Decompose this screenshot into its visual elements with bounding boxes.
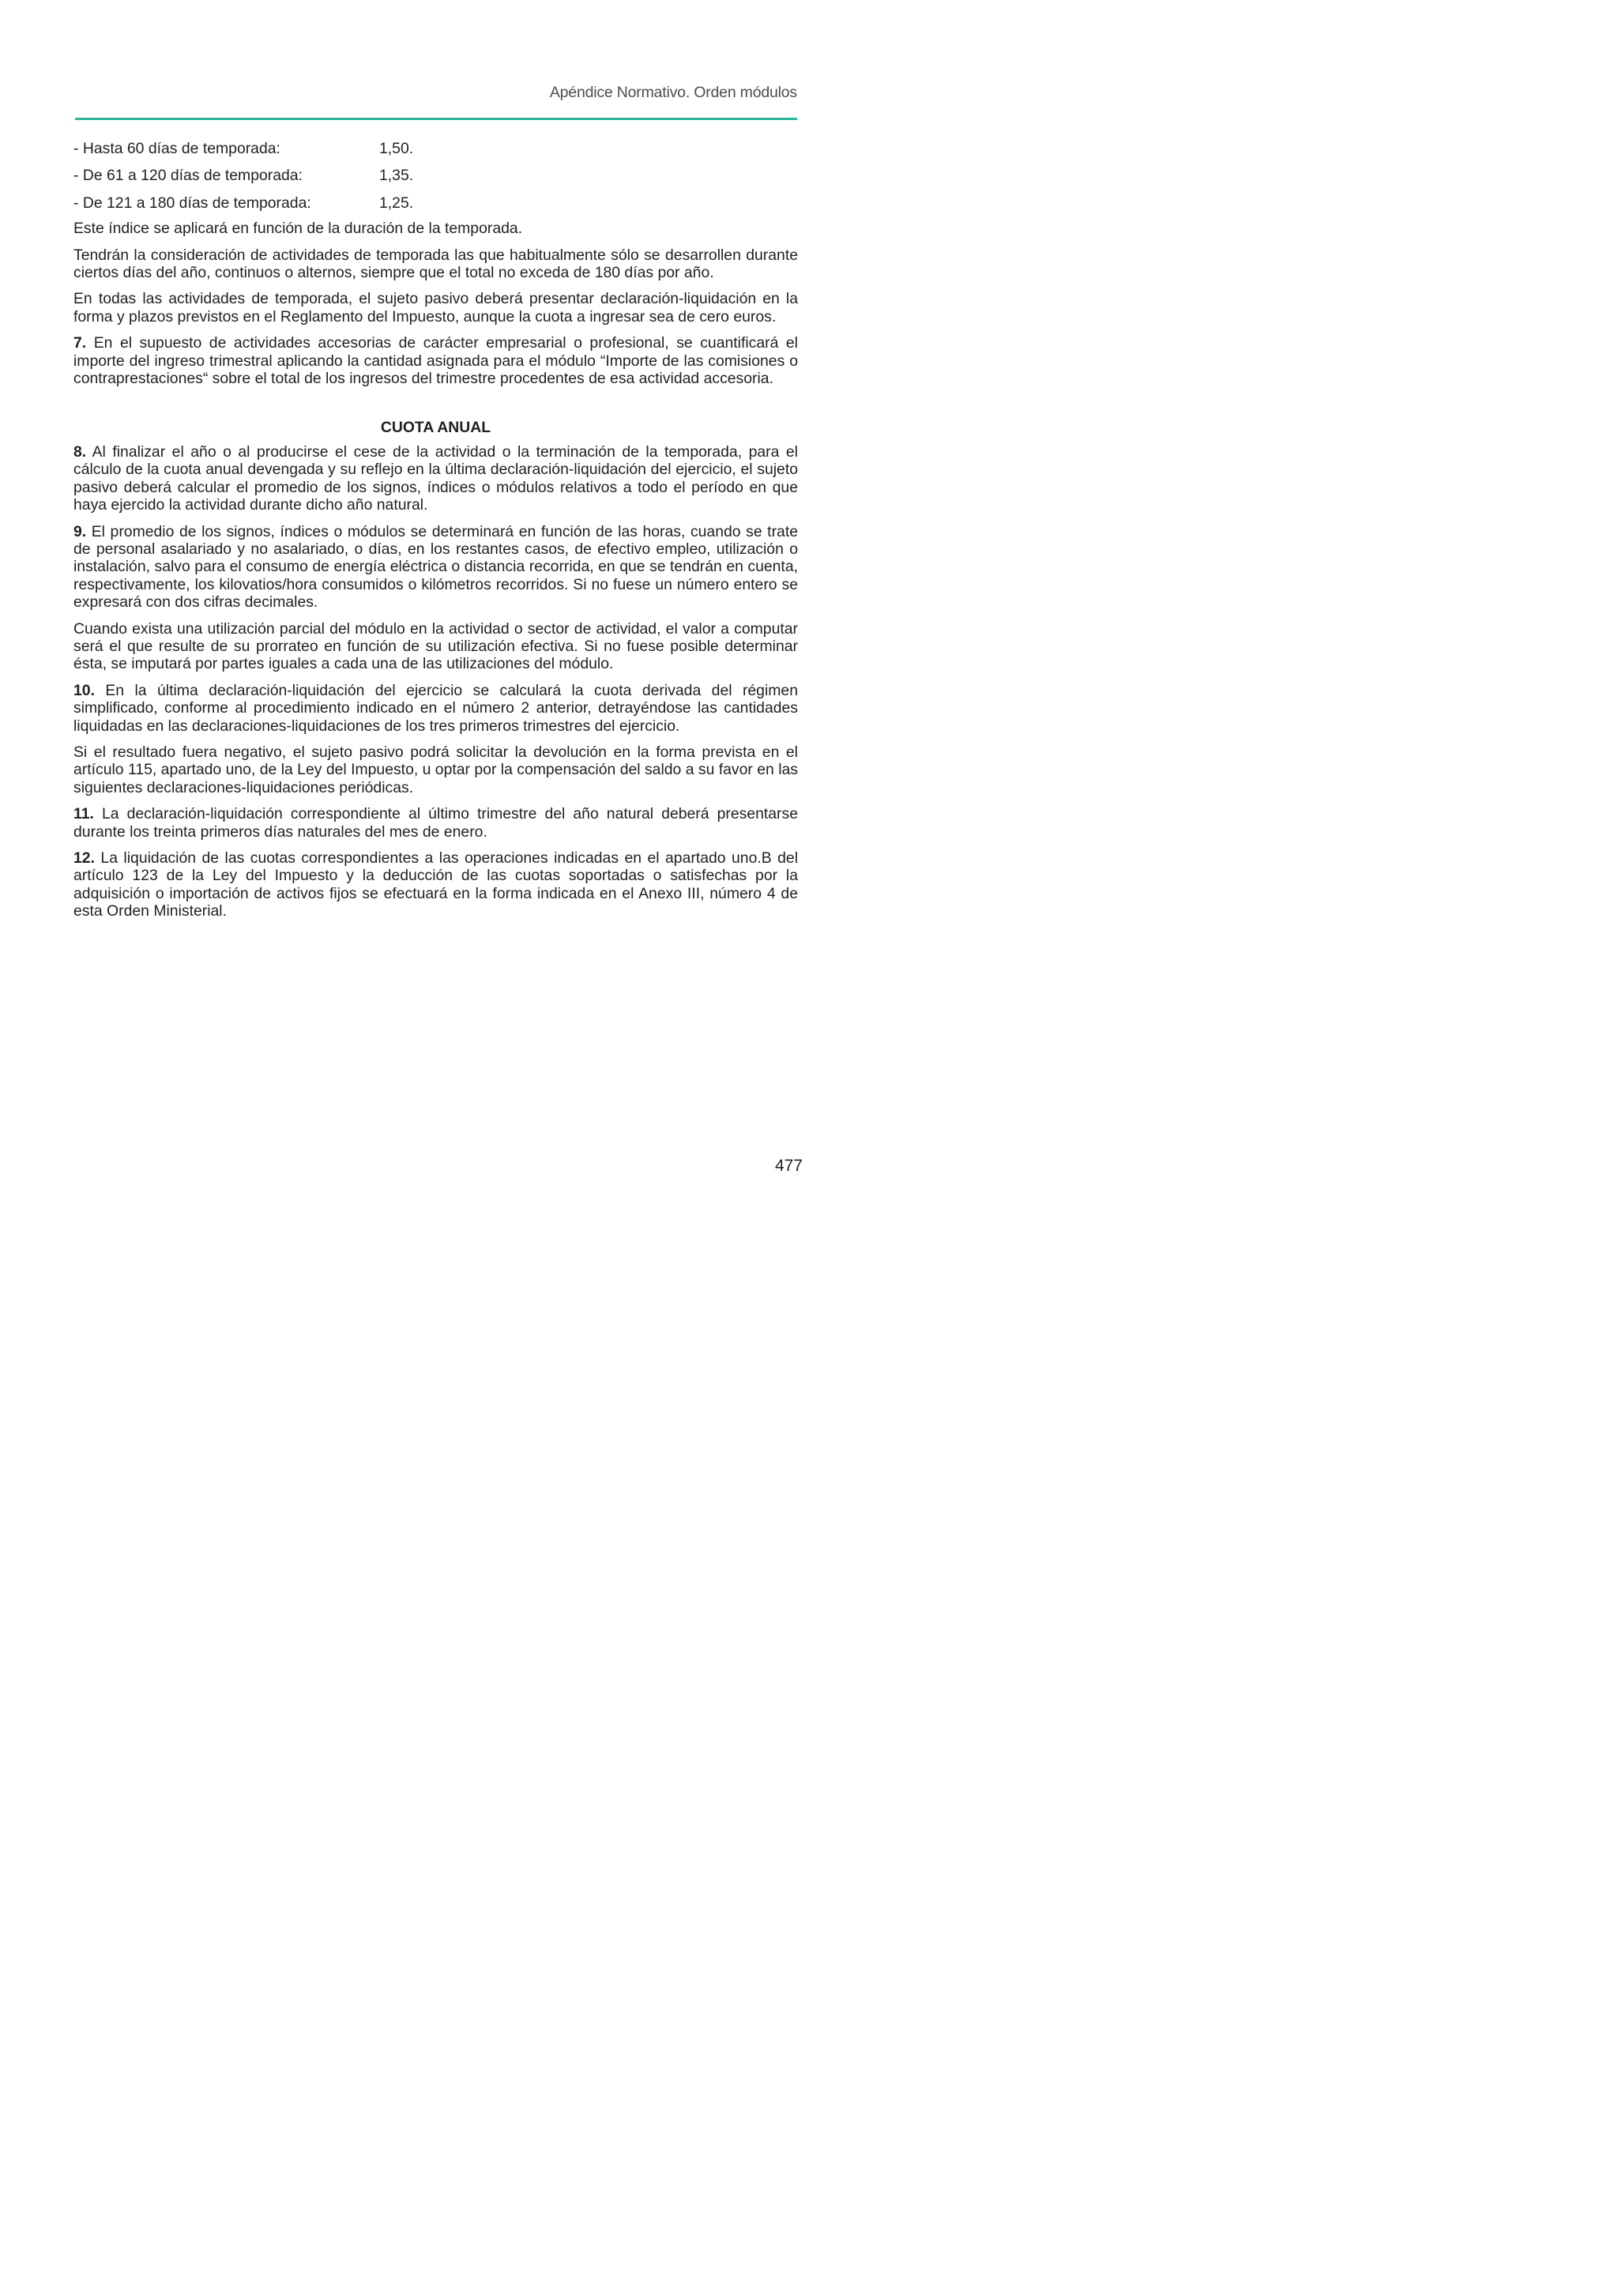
- list-item-label: - De 61 a 120 días de temporada:: [73, 167, 303, 185]
- list-item: [73, 167, 798, 184]
- paragraph-text: El promedio de los signos, índices o módulos se determinará en función de las horas, cuando se trate de personal asalariado y no asalariado, o días, en los restantes casos, de efectivo empleo, utilización o instalación, salvo para el consumo de energía eléctrica o distancia recorrida, en que se tendrán en cuenta, respectivamente, los kilovatios/hora consumidos o kilómetros recorridos. Si no fuese un número entero se expresará con dos cifras decimales.: [73, 522, 798, 612]
- paragraph: [73, 443, 798, 514]
- page-number: 477: [774, 1157, 803, 1175]
- paragraph-number: 8.: [73, 442, 87, 461]
- paragraph-text: Tendrán la consideración de actividades de temporada las que habitualmente sólo se desarrollen durante ciertos días del año, continuos o alternos, siempre que el total no exceda de 180 días por año.: [73, 246, 798, 282]
- paragraph: [73, 247, 798, 282]
- paragraph-number: 9.: [73, 522, 87, 540]
- list-item-value: 1,25.: [379, 194, 414, 212]
- list-item-value: 1,50.: [379, 140, 414, 157]
- season-index-list: [73, 140, 798, 212]
- paragraph-number: 7.: [73, 334, 87, 352]
- paragraph: [73, 682, 798, 735]
- paragraph-text: Si el resultado fuera negativo, el sujeto pasivo podrá solicitar la devolución en la forma prevista en el artículo 115, apartado uno, de la Ley del Impuesto, u optar por la compensación del saldo a su favor en las siguientes declaraciones-liquidaciones periódicas.: [73, 743, 798, 796]
- paragraph: [73, 620, 798, 673]
- paragraph-text: La declaración-liquidación correspondiente al último trimestre del año natural deberá presentarse durante los treinta primeros días naturales del mes de enero.: [73, 805, 798, 841]
- list-item-label: - De 121 a 180 días de temporada:: [73, 194, 311, 212]
- paragraph: [73, 805, 798, 841]
- header-divider: [75, 118, 797, 120]
- paragraph: [73, 523, 798, 612]
- section-heading: CUOTA ANUAL: [380, 419, 491, 437]
- paragraph-number: 12.: [73, 849, 95, 867]
- paragraph-text: En la última declaración-liquidación del ejercicio se calculará la cuota derivada del régimen simplificado, conforme al procedimiento indicado en el número 2 anterior, detrayéndose las cantidades liquidadas en las declaraciones-liquidaciones de los tres primeros trimestres del ejercicio.: [73, 681, 798, 735]
- paragraph-text: Este índice se aplicará en función de la duración de la temporada.: [73, 220, 523, 238]
- paragraph: [73, 334, 798, 387]
- list-item-label: - Hasta 60 días de temporada:: [73, 140, 280, 157]
- running-header: Apéndice Normativo. Orden módulos: [549, 84, 797, 101]
- paragraph-text: La liquidación de las cuotas correspondientes a las operaciones indicadas en el apartado uno.B del artículo 123 de la Ley del Impuesto y la deducción de las cuotas soportadas o satisfechas por la adquisición o importación de activos fijos se efectuará en la forma indicada en el Anexo III, número 4 de esta Orden Ministerial.: [73, 849, 798, 920]
- page-body: [73, 140, 798, 929]
- paragraph: [73, 849, 798, 920]
- paragraph-text: En el supuesto de actividades accesorias de carácter empresarial o profesional, se cuantificará el importe del ingreso trimestral aplicando la cantidad asignada para el módulo “Importe de las comisiones o contraprestaciones“ sobre el total de los ingresos del trimestre procedentes de esa actividad accesoria.: [73, 334, 798, 388]
- paragraph-text: En todas las actividades de temporada, el sujeto pasivo deberá presentar declaración-liquidación en la forma y plazos previstos en el Reglamento del Impuesto, aunque la cuota a ingresar sea de cero euros.: [73, 290, 798, 326]
- paragraph: [73, 220, 798, 237]
- paragraph: [73, 290, 798, 326]
- paragraph-number: 11.: [73, 805, 94, 823]
- list-item: [73, 140, 798, 157]
- list-item-value: 1,35.: [379, 167, 414, 185]
- paragraph-number: 10.: [73, 681, 95, 699]
- paragraph-text: Cuando exista una utilización parcial del módulo en la actividad o sector de actividad, el valor a computar será el que resulte de su prorrateo en función de su utilización efectiva. Si no fuese posible determinar ésta, se imputará por partes iguales a cada una de las utilizaciones del módulo.: [73, 619, 798, 673]
- paragraph-text: Al finalizar el año o al producirse el cese de la actividad o la terminación de la temporada, para el cálculo de la cuota anual devengada y su reflejo en la última declaración-liquidación del ejercicio, el sujeto pasivo deberá calcular el promedio de los signos, índices o módulos relativos a todo el período en que haya ejercido la actividad durante dicho año natural.: [73, 442, 798, 514]
- paragraph: [73, 743, 798, 796]
- list-item: [73, 194, 798, 212]
